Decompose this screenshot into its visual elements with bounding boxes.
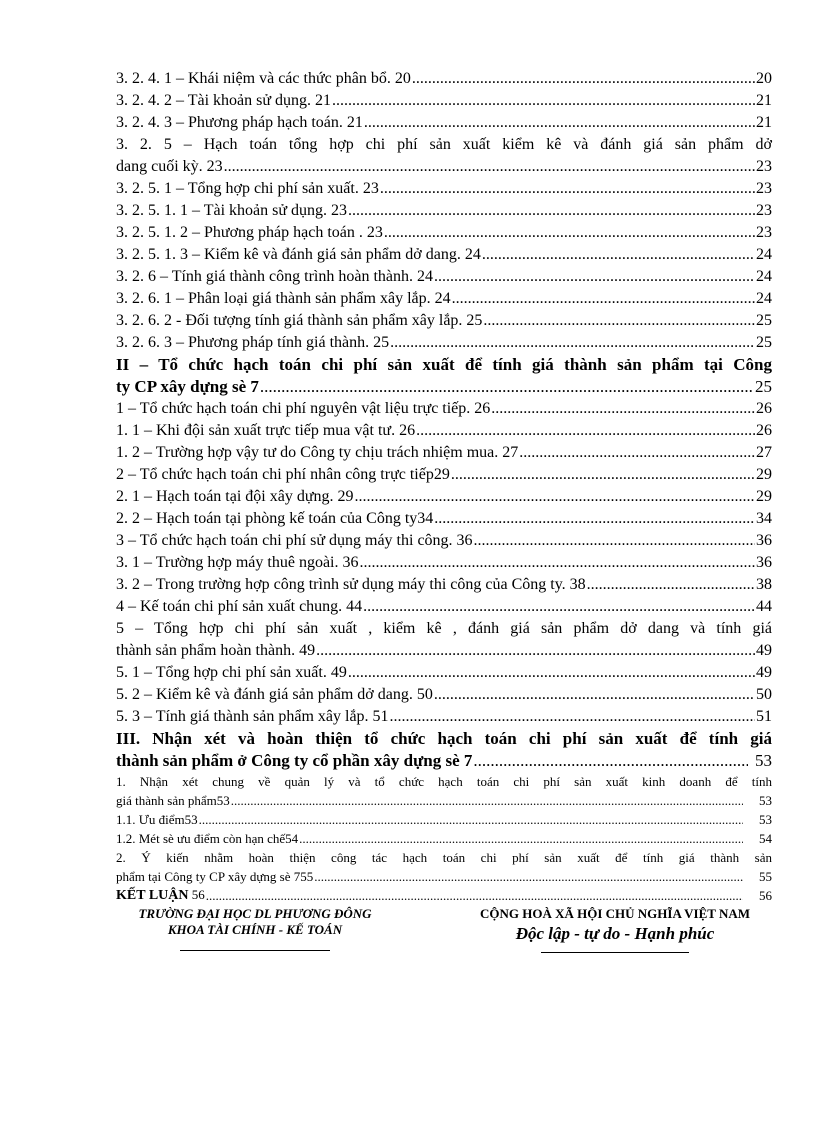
leader-dots <box>412 68 755 90</box>
toc-entry: 4 – Kế toán chi phí sản xuất chung. 44 ..... 44 <box>116 596 772 618</box>
leader-dots <box>434 508 755 530</box>
toc-entry: 3. 2. 5. 1. 2 – Phương pháp hạch toán . 23 ..... 23 <box>116 222 772 244</box>
toc-entry: 3. 2. 6 – Tính giá thành công trình hoàn thành. 24 ..... 24 <box>116 266 772 288</box>
toc-entry: 2. 2 – Hạch toán tại phòng kế toán của Công ty34 ..... 34 <box>116 508 772 530</box>
toc-subentry: 1.1. Ưu điểm53 ..... 53 <box>116 810 772 829</box>
leader-dots <box>316 640 755 662</box>
toc-entry: 1. 1 – Khi đội sản xuất trực tiếp mua vật tư. 26 ..... 26 <box>116 420 772 442</box>
toc-entry-line1: 5 – Tổng hợp chi phí sản xuất , kiểm kê , đánh giá sản phẩm dở dang và tính giá <box>116 620 772 637</box>
toc-entry: 5. 2 – Kiểm kê và đánh giá sản phẩm dở dang. 50 ..... 50 <box>116 684 772 706</box>
toc-entry: 3. 1 – Trường hợp máy thuê ngoài. 36 ..... 36 <box>116 552 772 574</box>
toc-entry: 3. 2. 4. 1 – Khái niệm và các thức phân bổ. 20 ..... 20 <box>116 68 772 90</box>
leader-dots <box>359 552 755 574</box>
leader-dots <box>519 442 755 464</box>
leader-dots <box>363 596 755 618</box>
toc-entry-line1: 3. 2. 5 – Hạch toán tổng hợp chi phí sản xuất kiểm kê và đánh giá sản phẩm dở <box>116 136 772 153</box>
toc-entry: 3. 2. 6. 1 – Phân loại giá thành sản phẩm xây lắp. 24 ..... 24 <box>116 288 772 310</box>
toc-entry: 2. 1 – Hạch toán tại đội xây dựng. 29 ..... 29 <box>116 486 772 508</box>
leader-dots <box>473 750 748 772</box>
toc-subentry-line1: 2. Ý kiến nhằm hoàn thiện công tác hạch toán chi phí sản xuất để tính giá thành sản <box>116 850 772 865</box>
leader-dots <box>364 112 755 134</box>
leader-dots <box>380 178 755 200</box>
leader-dots <box>384 222 755 244</box>
toc-entry: 1. 2 – Trường hợp vậy tư do Công ty chịu trách nhiệm mua. 27 ..... 27 <box>116 442 772 464</box>
table-of-contents <box>116 68 772 905</box>
national-motto: Độc lập - tự do - Hạnh phúc <box>515 924 715 943</box>
leader-dots <box>587 574 755 596</box>
leader-dots <box>482 244 755 266</box>
university-name: TRƯỜNG ĐẠI HỌC DL PHƯƠNG ĐÔNG <box>138 906 372 921</box>
toc-subentry-line1: 1. Nhận xét chung về quản lý và tổ chức hạch toán chi phí sản xuất kinh doanh để tính <box>116 774 772 789</box>
university-header <box>100 906 410 951</box>
toc-entry: 3 – Tổ chức hạch toán chi phí sử dụng máy thi công. 36 ..... 36 <box>116 530 772 552</box>
leader-dots <box>224 156 755 178</box>
leader-dots <box>390 706 755 728</box>
leader-dots <box>314 867 743 886</box>
leader-dots <box>348 662 755 684</box>
leader-dots <box>355 486 755 508</box>
underline-divider <box>541 952 689 953</box>
toc-entry: 3. 2. 5. 1. 1 – Tài khoản sử dụng. 23 ..... 23 <box>116 200 772 222</box>
leader-dots <box>260 376 754 398</box>
toc-heading: thành sản phẩm ở Công ty cổ phần xây dựng sè 7 ..... 53 <box>116 750 772 772</box>
faculty-name: KHOA TÀI CHÍNH - KẾ TOÁN <box>167 922 343 937</box>
leader-dots <box>434 266 755 288</box>
leader-dots <box>199 810 743 829</box>
toc-entry: dang cuối kỳ. 23 ..... 23 <box>116 156 772 178</box>
toc-entry: 3. 2. 6. 3 – Phương pháp tính giá thành. 25 ..... 25 <box>116 332 772 354</box>
toc-subentry: giá thành sản phẩm53 ..... 53 <box>116 791 772 810</box>
country-name: CỘNG HOÀ XÃ HỘI CHỦ NGHĨA VIỆT NAM <box>479 906 751 921</box>
toc-entry: 3. 2. 4. 3 – Phương pháp hạch toán. 21 ..... 21 <box>116 112 772 134</box>
toc-entry: 1 – Tổ chức hạch toán chi phí nguyên vật liệu trực tiếp. 26 ..... 26 <box>116 398 772 420</box>
leader-dots <box>299 829 743 848</box>
toc-subentry: 1.2. Mét sè ưu điểm còn hạn chế54 ..... 54 <box>116 829 772 848</box>
leader-dots <box>231 791 743 810</box>
toc-entry: 3. 2. 4. 2 – Tài khoản sử dụng. 21 ..... 21 <box>116 90 772 112</box>
leader-dots <box>491 398 755 420</box>
leader-dots <box>474 530 755 552</box>
national-header <box>440 906 790 953</box>
leader-dots <box>416 420 755 442</box>
leader-dots <box>348 200 755 222</box>
toc-entry: 3. 2 – Trong trường hợp công trình sử dụng máy thi công của Công ty. 38 ..... 38 <box>116 574 772 596</box>
toc-entry: 3. 2. 5. 1. 3 – Kiểm kê và đánh giá sản phẩm dở dang. 24 ..... 24 <box>116 244 772 266</box>
toc-heading-line1: III. Nhận xét và hoàn thiện tổ chức hạch toán chi phí sản xuất để tính giá <box>116 729 772 748</box>
leader-dots <box>434 684 755 706</box>
toc-subentry: phẩm tại Công ty CP xây dựng sè 755 ..... 55 <box>116 867 772 886</box>
toc-heading-line1: II – Tổ chức hạch toán chi phí sản xuất để tính giá thành sản phẩm tại Công <box>116 355 772 374</box>
toc-entry: 2 – Tổ chức hạch toán chi phí nhân công trực tiếp29 ..... 29 <box>116 464 772 486</box>
leader-dots <box>332 90 755 112</box>
toc-entry: 3. 2. 6. 2 - Đối tượng tính giá thành sản phẩm xây lắp. 25 ..... 25 <box>116 310 772 332</box>
leader-dots <box>206 886 743 905</box>
toc-entry: thành sản phẩm hoàn thành. 49 ..... 49 <box>116 640 772 662</box>
toc-conclusion: KẾT LUẬN 56 ..... 56 <box>116 886 772 905</box>
toc-entry: 5. 1 – Tổng hợp chi phí sản xuất. 49 ..... 49 <box>116 662 772 684</box>
underline-divider <box>180 950 330 951</box>
leader-dots <box>451 464 755 486</box>
toc-entry: 5. 3 – Tính giá thành sản phẩm xây lắp. 51 ..... 51 <box>116 706 772 728</box>
leader-dots <box>390 332 755 354</box>
leader-dots <box>452 288 755 310</box>
leader-dots <box>483 310 755 332</box>
toc-heading: ty CP xây dựng sè 7 ..... 25 <box>116 376 772 398</box>
toc-entry: 3. 2. 5. 1 – Tổng hợp chi phí sản xuất. 23 ..... 23 <box>116 178 772 200</box>
